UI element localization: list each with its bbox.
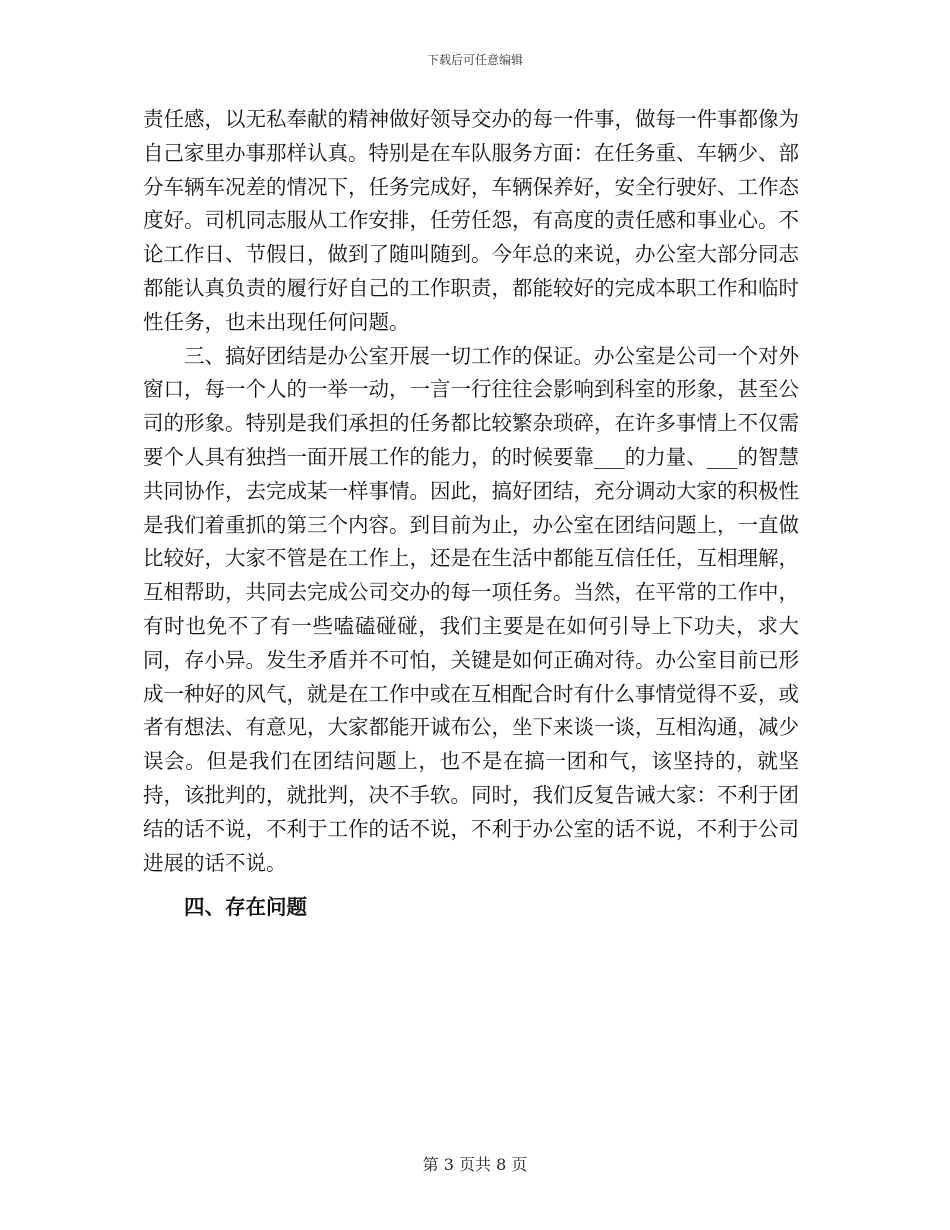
document-body <box>143 103 799 924</box>
section-heading-four: 四、存在问题 <box>184 895 307 920</box>
paragraph-continuation: 责任感，以无私奉献的精神做好领导交办的每一件事，做每一件事都像为自己家里办事那样认真。特别是在车队服务方面：在任务重、车辆少、部分车辆车况差的情况下，任务完成好，车辆保养好，安全行驶好、工作态度好。司机同志服从工作安排，任劳任怨，有高度的责任感和事业心。不论工作日、节假日，做到了随叫随到。今年总的来说，办公室大部分同志都能认真负责的履行好自己的工作职责，都能较好的完成本职工作和临时性任务，也未出现任何问题。 <box>143 107 799 334</box>
page-header: 下载后可任意编辑 <box>426 53 523 67</box>
page-footer: 第 3 页共 8 页 <box>422 1155 528 1174</box>
paragraph-section-three: 三、搞好团结是办公室开展一切工作的保证。办公室是公司一个对外窗口，每一个人的一举一动，一言一行往往会影响到科室的形象，甚至公司的形象。特别是我们承担的任务都比较繁杂琐碎，在许多事情上不仅需要个人具有独挡一面开展工作的能力，的时候要靠___的力量、___的智慧共同协作，去完成某一样事情。因此，搞好团结，充分调动大家的积极性是我们着重抓的第三个内容。到目前为止，办公室在团结问题上，一直做比较好，大家不管是在工作上，还是在生活中都能互信任任，互相理解，互相帮助，共同去完成公司交办的每一项任务。当然，在平常的工作中，有时也免不了有一些嗑磕碰碰，我们主要是在如何引导上下功夫，求大同，存小异。发生矛盾并不可怕，关键是如何正确对待。办公室目前已形成一种好的风气，就是在工作中或在互相配合时有什么事情觉得不妥，或者有想法、有意见，大家都能开诚布公，坐下来谈一谈，互相沟通，减少误会。但是我们在团结问题上，也不是在搞一团和气，该坚持的，就坚持，该批判的，就批判，决不手软。同时，我们反复告诫大家：不利于团结的话不说，不利于工作的话不说，不利于办公室的话不说，不利于公司进展的话不说。 <box>143 343 799 875</box>
